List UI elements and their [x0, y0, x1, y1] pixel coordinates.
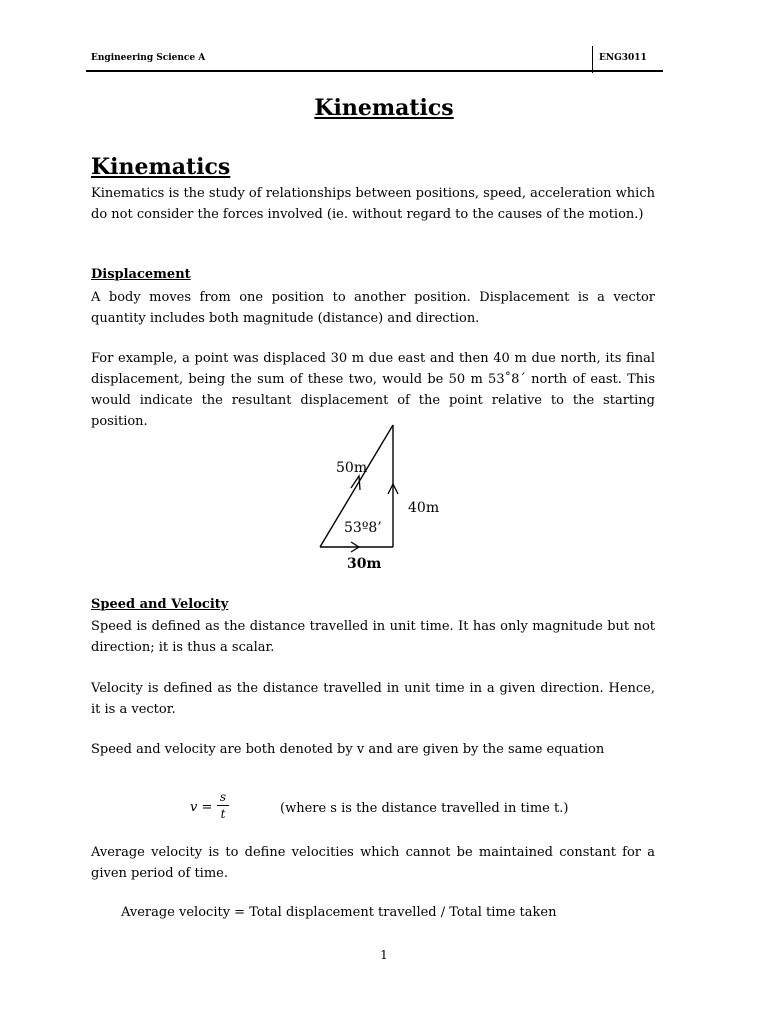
formula-numerator: s [219, 790, 227, 804]
speed-paragraph-3: Speed and velocity are both denoted by v and are given by the same equation [91, 742, 605, 757]
formula-lhs: v = [190, 800, 213, 815]
formula-note: (where s is the distance travelled in time t.) [280, 801, 569, 816]
page-title: Kinematics [314, 95, 454, 121]
section-heading-kinematics: Kinematics [91, 154, 231, 180]
section-heading-speed-velocity: Speed and Velocity [91, 597, 229, 612]
displacement-triangle-diagram [300, 418, 460, 578]
speed-paragraph-1: Speed is defined as the distance travelled in unit time. It has only magnitude but not direction; it is thus a scalar. [91, 619, 655, 655]
intro-paragraph: Kinematics is the study of relationships between positions, speed, acceleration which do not consider the forces involved (ie. without regard to the causes of the motion.) [91, 186, 655, 222]
header-course-code: ENG3011 [599, 53, 647, 63]
header-course-title: Engineering Science A [91, 53, 206, 63]
angle-label: 53º8’ [344, 520, 382, 536]
average-velocity-paragraph: Average velocity is to define velocities which cannot be maintained constant for a given period of time. [91, 845, 655, 881]
displacement-paragraph-1: A body moves from one position to another position. Displacement is a vector quantity includes both magnitude (distance) and direction. [91, 290, 655, 326]
header-divider [592, 46, 593, 73]
header-rule [86, 70, 663, 72]
base-side-label: 30m [347, 556, 382, 572]
formula-fraction [217, 790, 229, 821]
formula-denominator: t [220, 807, 226, 821]
vertical-side-label: 40m [408, 500, 440, 516]
displacement-paragraph-2: For example, a point was displaced 30 m due east and then 40 m due north, its final displacement, being the sum of these two, would be 50 m 53˚8΄ north of east. This would indicate the resultant displacement of the point relative to the starting position. [91, 351, 655, 429]
section-heading-displacement: Displacement [91, 267, 191, 282]
page-number: 1 [380, 948, 388, 962]
speed-paragraph-2: Velocity is defined as the distance travelled in unit time in a given direction. Hence, it is a vector. [91, 681, 655, 717]
hypotenuse-label: 50m [336, 460, 368, 476]
average-velocity-equation: Average velocity = Total displacement travelled / Total time taken [121, 905, 557, 920]
fraction-bar [217, 805, 229, 806]
